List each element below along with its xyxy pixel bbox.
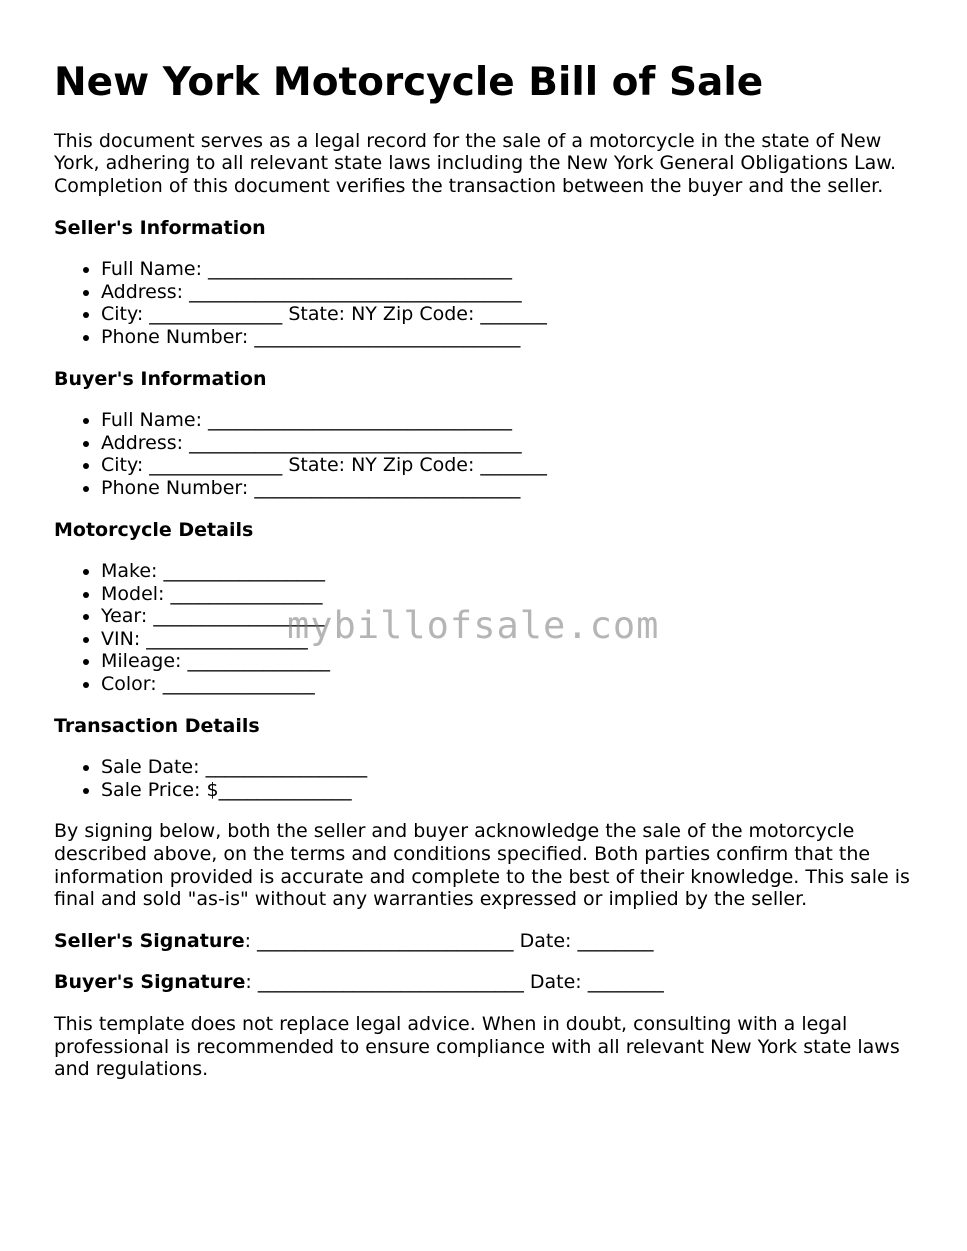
buyer-signature-blank[interactable]: : ____________________________ Date: ________ bbox=[245, 971, 664, 994]
motorcycle-vin-field[interactable]: • VIN: _________________ bbox=[101, 628, 914, 651]
sale-date-field[interactable]: • Sale Date: _________________ bbox=[101, 756, 914, 779]
seller-city-state-zip-field[interactable]: • City: ______________ State: NY Zip Code: _______ bbox=[101, 303, 914, 326]
seller-heading: Seller's Information bbox=[54, 216, 266, 239]
buyer-phone-field[interactable]: • Phone Number: ____________________________ bbox=[101, 477, 914, 500]
buyer-heading: Buyer's Information bbox=[54, 367, 267, 390]
page-title: New York Motorcycle Bill of Sale bbox=[54, 60, 764, 105]
buyer-signature-line[interactable] bbox=[54, 971, 914, 994]
acknowledgement-paragraph: By signing below, both the seller and buyer acknowledge the sale of the motorcycle described above, on the terms and conditions specified. Both parties confirm that the information provided is accurate and complete to the best of their knowledge. This sale is final and sold "as-is" without any warranties expressed or implied by the seller. bbox=[54, 820, 910, 911]
seller-signature-line[interactable] bbox=[54, 930, 914, 953]
watermark: mybillofsale.com bbox=[287, 604, 660, 647]
seller-fields-list bbox=[54, 258, 914, 348]
buyer-address-field[interactable]: • Address: ___________________________________ bbox=[101, 432, 914, 455]
motorcycle-heading: Motorcycle Details bbox=[54, 518, 254, 541]
intro-paragraph: This document serves as a legal record for the sale of a motorcycle in the state of New York, adhering to all relevant state laws including the New York General Obligations Law. Completion of this document verifies the transaction between the buyer and the seller. bbox=[54, 129, 897, 197]
motorcycle-make-field[interactable]: • Make: _________________ bbox=[101, 560, 914, 583]
buyer-fields-list bbox=[54, 409, 914, 499]
motorcycle-mileage-field[interactable]: • Mileage: _______________ bbox=[101, 650, 914, 673]
buyer-city-state-zip-field[interactable]: • City: ______________ State: NY Zip Code: _______ bbox=[101, 454, 914, 477]
transaction-fields-list bbox=[54, 756, 914, 801]
document-page bbox=[54, 60, 914, 1081]
seller-signature-blank[interactable]: : ___________________________ Date: ________ bbox=[244, 929, 654, 952]
disclaimer-paragraph: This template does not replace legal advice. When in doubt, consulting with a legal professional is recommended to ensure compliance with all relevant New York state laws and regulations. bbox=[54, 1013, 900, 1081]
seller-signature-label: Seller's Signature bbox=[54, 929, 245, 952]
motorcycle-year-field[interactable]: • Year: __________________ bbox=[101, 605, 914, 628]
sale-price-field[interactable]: • Sale Price: $______________ bbox=[101, 779, 914, 802]
transaction-heading: Transaction Details bbox=[54, 714, 260, 737]
motorcycle-color-field[interactable]: • Color: ________________ bbox=[101, 673, 914, 696]
seller-phone-field[interactable]: • Phone Number: ____________________________ bbox=[101, 326, 914, 349]
seller-full-name-field[interactable]: • Full Name: ________________________________ bbox=[101, 258, 914, 281]
buyer-full-name-field[interactable]: • Full Name: ________________________________ bbox=[101, 409, 914, 432]
seller-address-field[interactable]: • Address: ___________________________________ bbox=[101, 281, 914, 304]
buyer-signature-label: Buyer's Signature bbox=[54, 971, 246, 994]
motorcycle-model-field[interactable]: • Model: ________________ bbox=[101, 583, 914, 606]
